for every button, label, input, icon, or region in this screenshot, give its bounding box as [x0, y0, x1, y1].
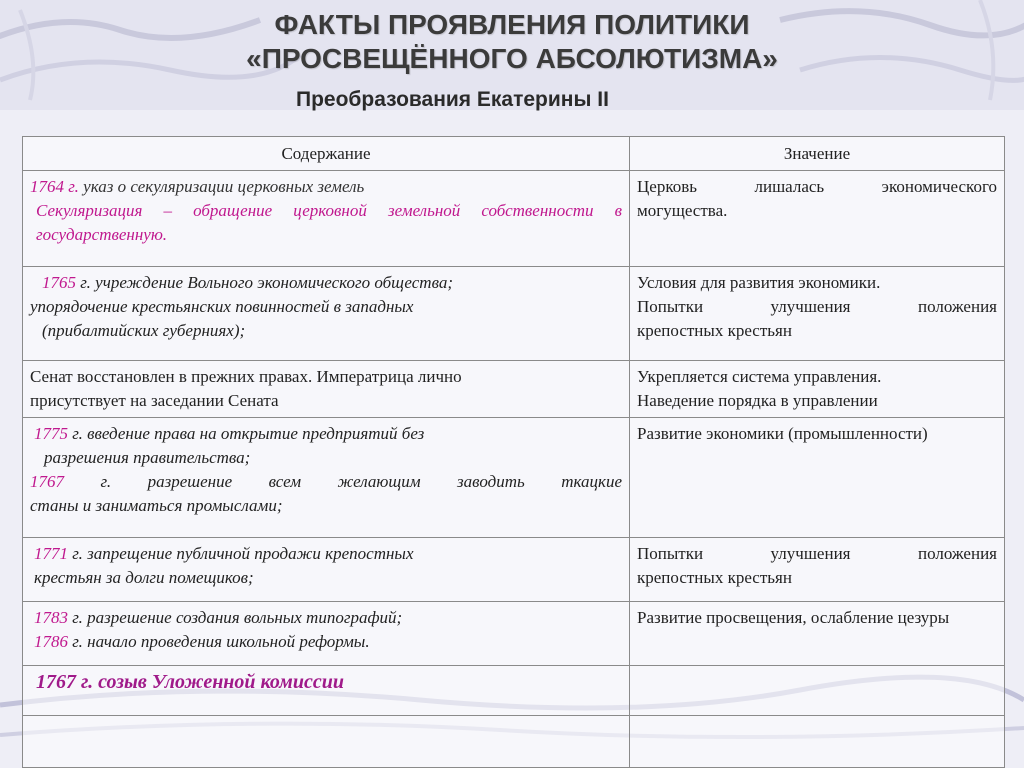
content-line: [30, 542, 622, 566]
content-cell: [23, 361, 630, 418]
content-line: присутствует на заседании Сената: [30, 391, 279, 410]
content-text: г. введение права на открытие предприятий без: [68, 424, 425, 443]
content-cell: [23, 171, 630, 267]
content-text: г. начало проведения школьной реформы.: [68, 632, 370, 651]
content-line: [30, 470, 622, 494]
table-row: [23, 267, 1005, 361]
content-line: (прибалтийских губерниях);: [42, 321, 246, 340]
table-row: [23, 418, 1005, 538]
table-row: [23, 602, 1005, 666]
content-text: г. учреждение Вольного экономического общества;: [76, 273, 454, 292]
title-block: [0, 8, 1024, 76]
content-cell: [23, 716, 630, 768]
meaning-line: Наведение порядка в управлении: [637, 391, 878, 410]
year-label: 1765: [42, 273, 76, 292]
content-cell: [23, 418, 630, 538]
content-line: разрешения правительства;: [44, 448, 251, 467]
content-line: [30, 422, 622, 446]
meaning-line: Укрепляется система управления.: [637, 367, 882, 386]
column-header-content: Содержание: [23, 137, 630, 171]
meaning-cell: [630, 267, 1005, 361]
year-label: 1771: [34, 544, 68, 563]
meaning-cell: [630, 666, 1005, 716]
year-label: 1775: [34, 424, 68, 443]
content-text: г. разрешение всем желающим заводить ткацкие: [64, 472, 622, 491]
content-line: станы и заниматься промыслами;: [30, 496, 283, 515]
meaning-cell: [630, 171, 1005, 267]
page-title-line2: «ПРОСВЕЩЁННОГО АБСОЛЮТИЗМА»: [246, 43, 778, 74]
meaning-cell: [630, 418, 1005, 538]
content-cell: [23, 267, 630, 361]
column-header-meaning: Значение: [630, 137, 1005, 171]
meaning-line: крепостных крестьян: [637, 568, 792, 587]
table-row: [23, 666, 1005, 716]
year-label: 1786: [34, 632, 68, 651]
table-row: [23, 171, 1005, 267]
content-cell: [23, 602, 630, 666]
meaning-line: могущества.: [637, 201, 728, 220]
content-line: Сенат восстановлен в прежних правах. Императрица лично: [30, 367, 462, 386]
meaning-cell: [630, 716, 1005, 768]
meaning-line: Условия для развития экономики.: [637, 273, 881, 292]
meaning-cell: [630, 538, 1005, 602]
content-line: [30, 271, 622, 295]
meaning-line: крепостных крестьян: [637, 321, 792, 340]
meaning-line: Попытки улучшения положения: [637, 544, 997, 563]
table-row: [23, 538, 1005, 602]
year-label: 1767: [30, 472, 64, 491]
definition-text: Секуляризация – обращение церковной земельной собственности в государственную.: [36, 201, 622, 244]
meaning-line: Попытки улучшения положения: [637, 297, 997, 316]
year-label: 1764 г.: [30, 177, 79, 196]
content-cell: [23, 538, 630, 602]
page-title-line1: ФАКТЫ ПРОЯВЛЕНИЯ ПОЛИТИКИ: [274, 9, 750, 40]
content-text: указ о секуляризации церковных земель: [78, 177, 365, 196]
meaning-cell: [630, 602, 1005, 666]
content-line: крестьян за долги помещиков;: [34, 568, 254, 587]
page-subtitle: Преобразования Екатерины II: [296, 88, 609, 111]
meaning-line: Церковь лишалась экономического: [637, 177, 997, 196]
meaning-line: Развитие экономики (промышленности): [637, 424, 928, 443]
reforms-table: [22, 136, 1005, 768]
content-line: упорядочение крестьянских повинностей в западных: [30, 297, 414, 316]
year-label: 1783: [34, 608, 68, 627]
table-row-empty: [23, 716, 1005, 768]
table-row: [23, 361, 1005, 418]
content-line: [30, 630, 622, 654]
meaning-line: Развитие просвещения, ослабление цезуры: [637, 608, 950, 627]
content-line: [30, 606, 622, 630]
content-line: [30, 175, 622, 199]
content-cell: [23, 666, 630, 716]
content-text: г. разрешение создания вольных типографий;: [68, 608, 403, 627]
commission-text: 1767 г. созыв Уложенной комиссии: [36, 671, 344, 693]
content-text: г. запрещение публичной продажи крепостных: [68, 544, 414, 563]
table-header-row: [23, 137, 1005, 171]
meaning-cell: [630, 361, 1005, 418]
